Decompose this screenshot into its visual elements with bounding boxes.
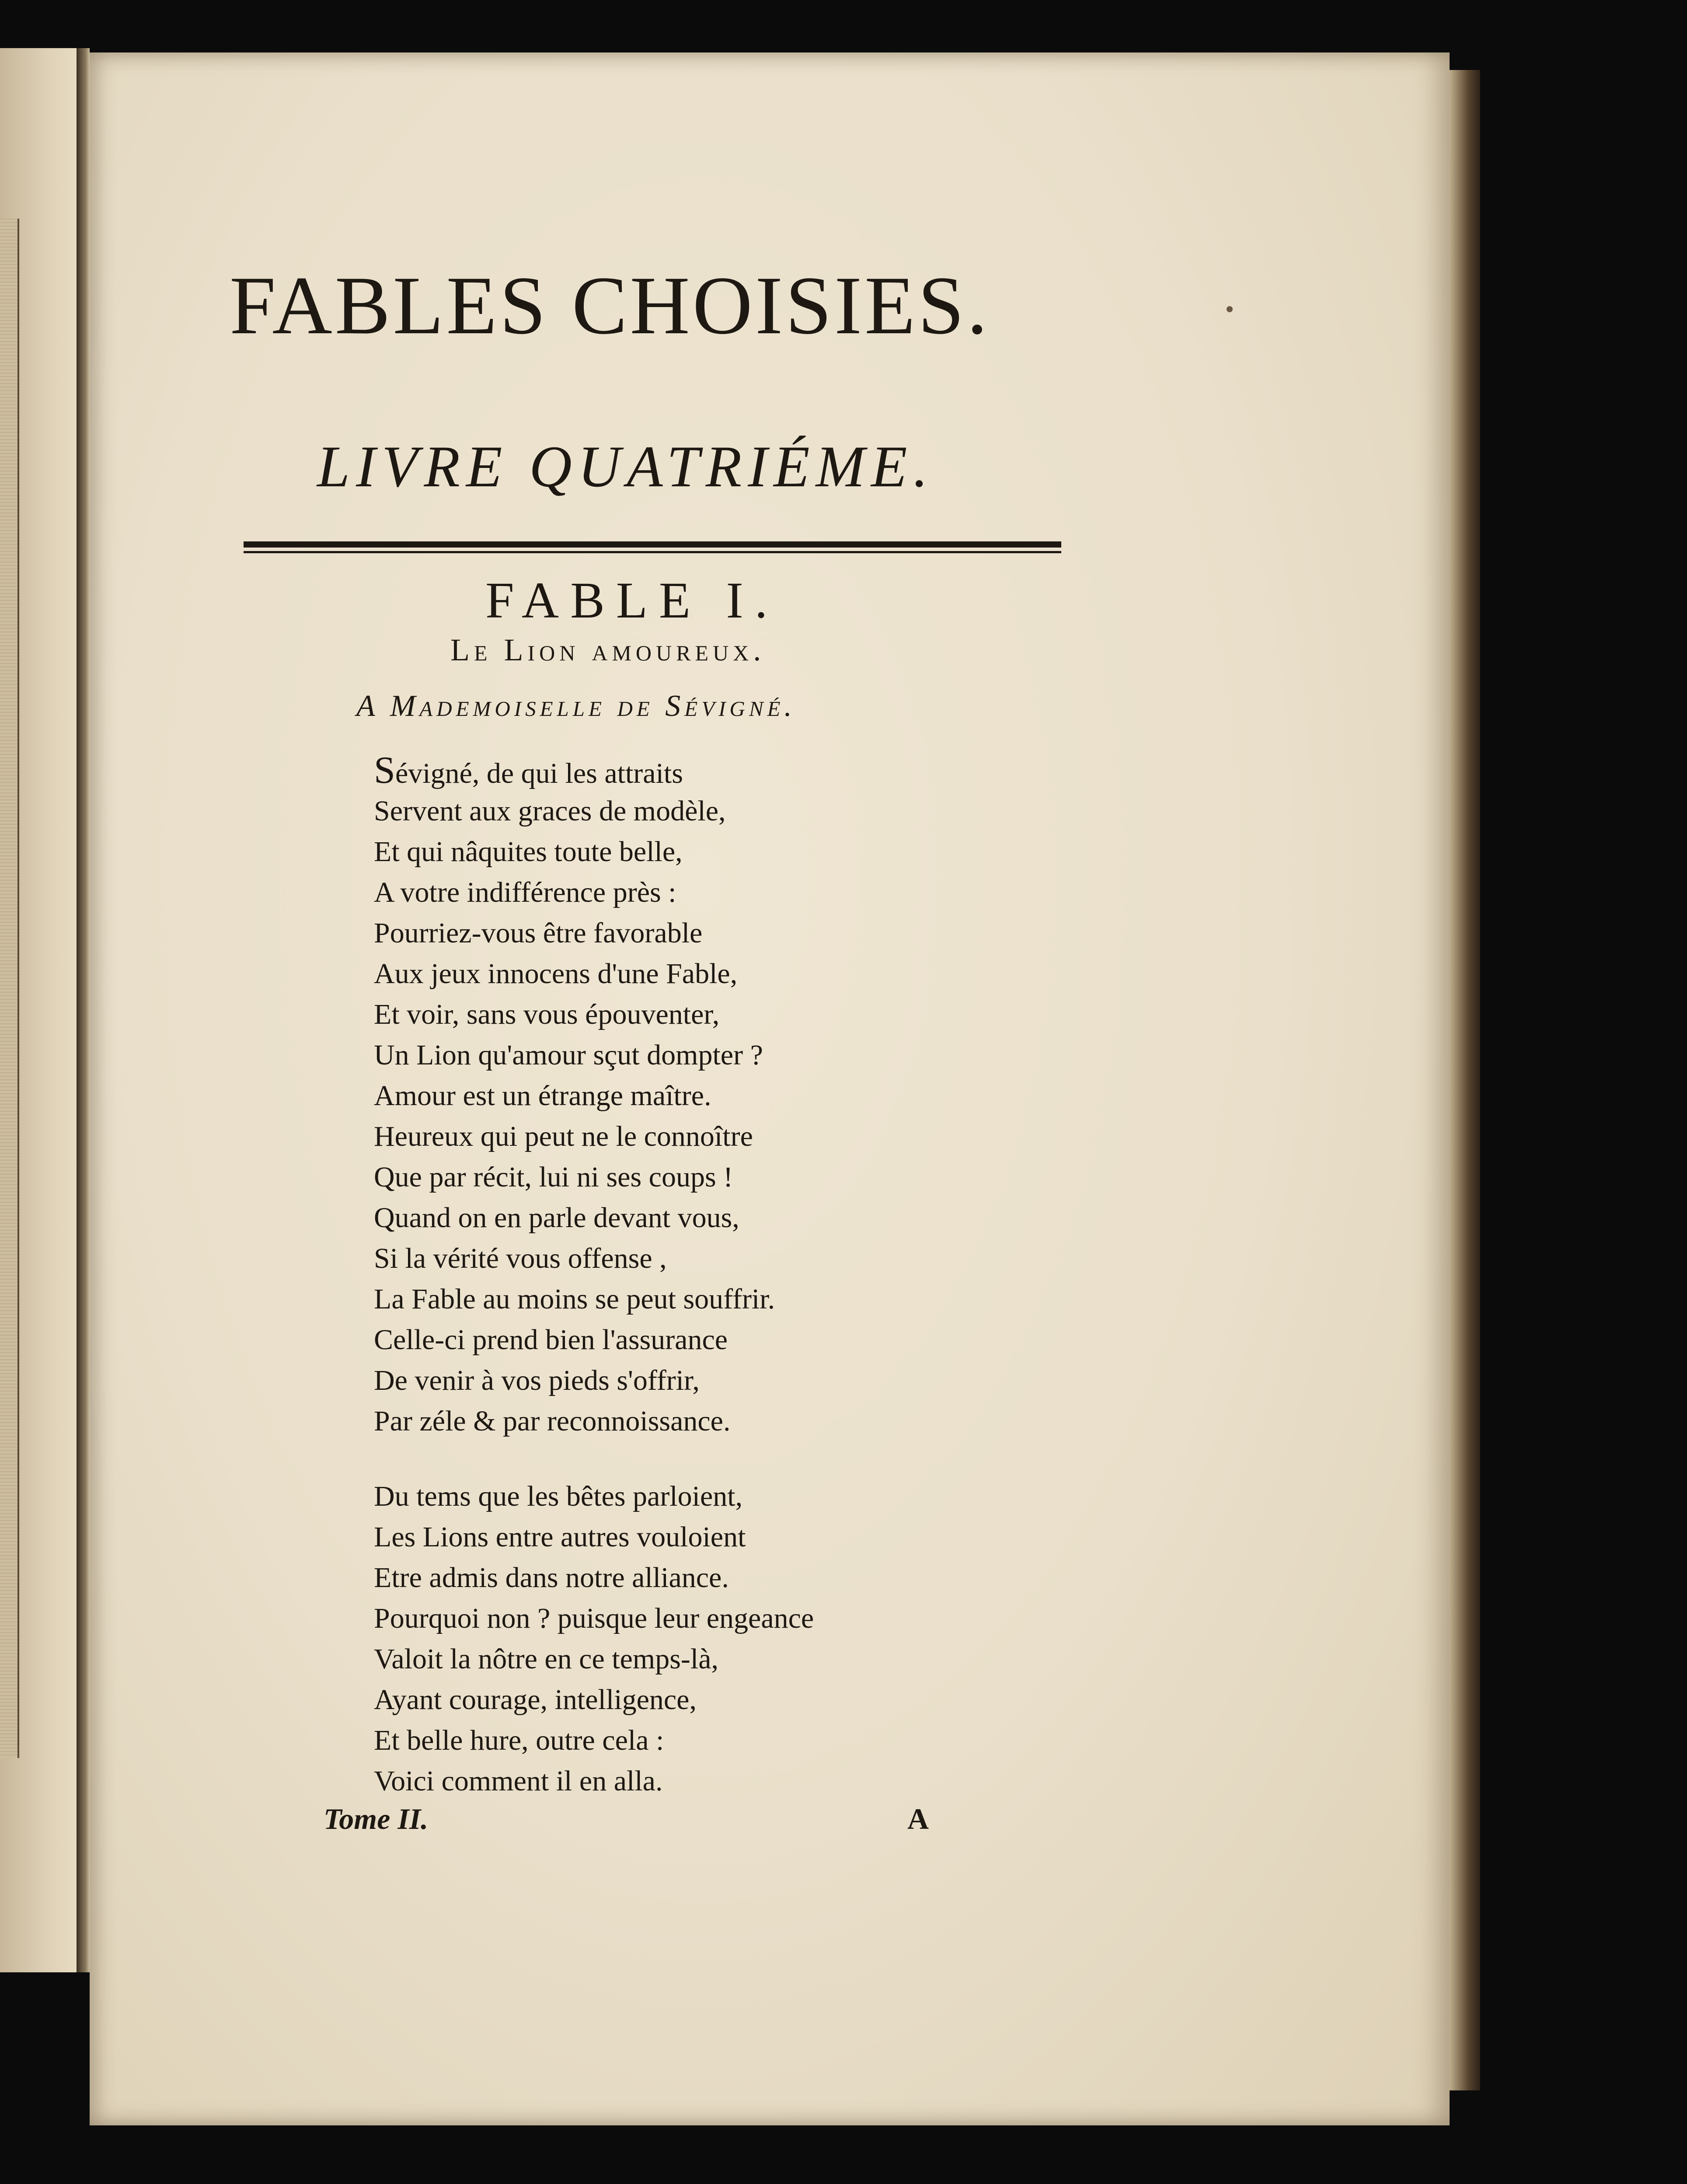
verse-line: Servent aux graces de modèle, bbox=[374, 795, 726, 827]
verse-stanza-1 bbox=[374, 750, 775, 1441]
book-title: LIVRE QUATRIÉME. bbox=[317, 434, 934, 499]
verse-line: Quand on en parle devant vous, bbox=[374, 1202, 739, 1234]
dedication: A Mademoiselle de Sévigné. bbox=[356, 689, 796, 723]
verse-line: Voici comment il en alla. bbox=[374, 1765, 663, 1797]
page-fore-edge bbox=[1450, 70, 1480, 2090]
verse-line: Du tems que les bêtes parloient, bbox=[374, 1480, 743, 1512]
footer-volume: Tome II. bbox=[324, 1802, 429, 1835]
verse-line: Aux jeux innocens d'une Fable, bbox=[374, 958, 738, 990]
title-rule-thin bbox=[244, 551, 1061, 553]
verse-line: Valoit la nôtre en ce temps-là, bbox=[374, 1643, 719, 1675]
book-page bbox=[90, 52, 1450, 2125]
verse-line: A votre indifférence près : bbox=[374, 876, 676, 908]
paper-speck bbox=[1227, 306, 1233, 312]
verse-line: Les Lions entre autres vouloient bbox=[374, 1521, 746, 1553]
footer-signature: A bbox=[907, 1802, 929, 1835]
verse-line: La Fable au moins se peut souffrir. bbox=[374, 1283, 775, 1315]
book-gutter bbox=[77, 48, 90, 1972]
verse-line: Et belle hure, outre cela : bbox=[374, 1724, 664, 1756]
verse-line: Amour est un étrange maître. bbox=[374, 1080, 711, 1112]
verse-line: Pourriez-vous être favorable bbox=[374, 917, 703, 949]
verse-line: Celle-ci prend bien l'assurance bbox=[374, 1324, 728, 1356]
verse-line: Et qui nâquites toute belle, bbox=[374, 836, 683, 868]
verse-line: Pourquoi non ? puisque leur engeance bbox=[374, 1602, 814, 1634]
verse-line: Heureux qui peut ne le connoître bbox=[374, 1120, 753, 1152]
verse-line: Sévigné, de qui les attraits bbox=[374, 749, 683, 792]
fable-title: Le Lion amoureux. bbox=[450, 632, 766, 667]
verse-line: Si la vérité vous offense , bbox=[374, 1242, 667, 1274]
verse-line: Et voir, sans vous épouventer, bbox=[374, 998, 720, 1030]
verse-line: Un Lion qu'amour sçut dompter ? bbox=[374, 1039, 763, 1071]
verse-line: Par zéle & par reconnoissance. bbox=[374, 1405, 731, 1437]
main-title: FABLES CHOISIES. bbox=[230, 260, 990, 352]
facing-page-engraving-border bbox=[0, 219, 19, 1758]
verse-line: Que par récit, lui ni ses coups ! bbox=[374, 1161, 733, 1193]
verse-line: De venir à vos pieds s'offrir, bbox=[374, 1364, 700, 1396]
verse-line: Ayant courage, intelligence, bbox=[374, 1684, 697, 1716]
title-rule-thick bbox=[244, 541, 1061, 548]
fable-number: FABLE I. bbox=[485, 572, 779, 629]
verse-line: Etre admis dans notre alliance. bbox=[374, 1562, 729, 1594]
facing-page-edge bbox=[0, 48, 79, 1972]
verse-stanza-2 bbox=[374, 1476, 814, 1801]
